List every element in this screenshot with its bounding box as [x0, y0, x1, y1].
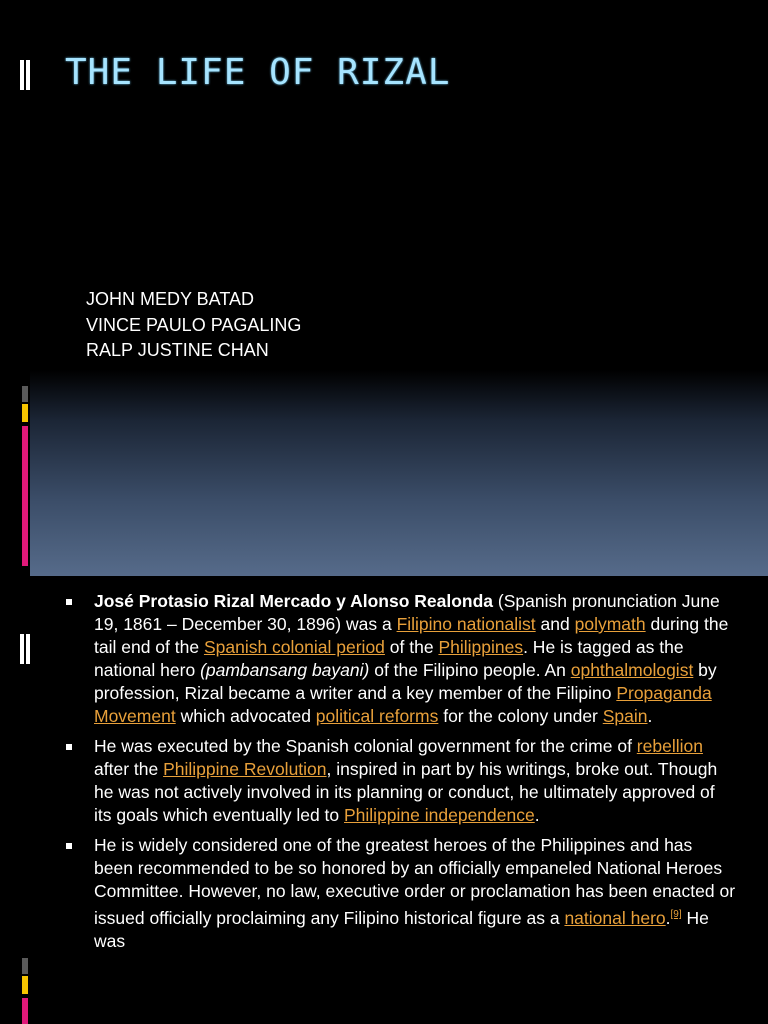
text: He was	[94, 907, 709, 951]
accent-yellow-1	[22, 404, 28, 422]
link-filipino-nationalist[interactable]: Filipino nationalist	[396, 614, 536, 634]
text: .	[534, 805, 540, 825]
accent-yellow-2	[22, 976, 28, 994]
bullet-item	[60, 735, 736, 827]
link-rebellion[interactable]: rebellion	[636, 736, 703, 756]
bullet-item	[60, 834, 736, 953]
link-political-reforms[interactable]: political reforms	[315, 706, 439, 726]
bullet-list	[60, 590, 736, 960]
author-name: RALP JUSTINE CHAN	[86, 340, 269, 360]
link-philippines[interactable]: Philippines	[438, 637, 524, 657]
text: , inspired in part by his writings, broke out. Though he was not actively involved in its planning or conduct, he ultimately approved of its goals which eventually led to	[94, 759, 718, 825]
link-ophthalmologist[interactable]: ophthalmologist	[570, 660, 694, 680]
text: after the	[94, 759, 164, 779]
link-national-hero[interactable]: national hero	[564, 907, 666, 928]
link-philippine-independence[interactable]: Philippine independence	[344, 805, 535, 825]
author-name: VINCE PAULO PAGALING	[86, 314, 302, 335]
accent-pink-2	[22, 998, 28, 1024]
text: for the colony under	[438, 706, 603, 726]
text: which advocated	[175, 706, 316, 726]
text: .	[647, 706, 653, 726]
text: by profession, Rizal became a writer and a key member of the Filipino	[94, 660, 717, 703]
bullet-item	[60, 590, 736, 728]
accent-gray-1	[22, 386, 28, 402]
square-bullet-icon	[66, 843, 72, 849]
accent-pink-1	[22, 426, 28, 566]
frame-marker-mid	[20, 634, 24, 664]
citation-link[interactable]: [9]	[670, 909, 682, 920]
text: of the	[384, 637, 439, 657]
frame-marker-top	[20, 60, 24, 90]
person-name: José Protasio Rizal Mercado y Alonso Realonda	[94, 591, 494, 611]
text: He is widely considered one of the greatest heroes of the Philippines and has been recommended to be so honored by an officially empaneled National Heroes Committee. However, no law, executive order or proclamation has been enacted or issued officially proclaiming any Filipino historical figure as a	[94, 835, 736, 928]
link-polymath[interactable]: polymath	[574, 614, 646, 634]
accent-gray-2	[22, 958, 28, 974]
content-slide	[30, 576, 768, 1024]
title-slide	[30, 0, 768, 576]
square-bullet-icon	[66, 599, 72, 605]
link-philippine-revolution[interactable]: Philippine Revolution	[163, 759, 327, 779]
text: of the Filipino people. An	[369, 660, 571, 680]
link-spanish-colonial-period[interactable]: Spanish colonial period	[203, 637, 385, 657]
text: . He is tagged as the national hero	[94, 637, 684, 680]
slide-title: THE LIFE OF RIZAL	[65, 52, 451, 93]
italic-text: (pambansang bayani)	[200, 660, 370, 680]
text: .	[665, 907, 671, 928]
text: during the tail end of the	[94, 614, 729, 657]
text: He was executed by the Spanish colonial government for the crime of	[94, 736, 637, 756]
text: and	[535, 614, 575, 634]
square-bullet-icon	[66, 744, 72, 750]
link-spain[interactable]: Spain	[602, 706, 648, 726]
text: (Spanish pronunciation June 19, 1861 – December 30, 1896) was a	[94, 591, 720, 634]
author-list	[86, 287, 301, 364]
author-name: JOHN MEDY BATAD	[86, 289, 255, 309]
link-propaganda-movement[interactable]: Propaganda Movement	[94, 683, 712, 726]
